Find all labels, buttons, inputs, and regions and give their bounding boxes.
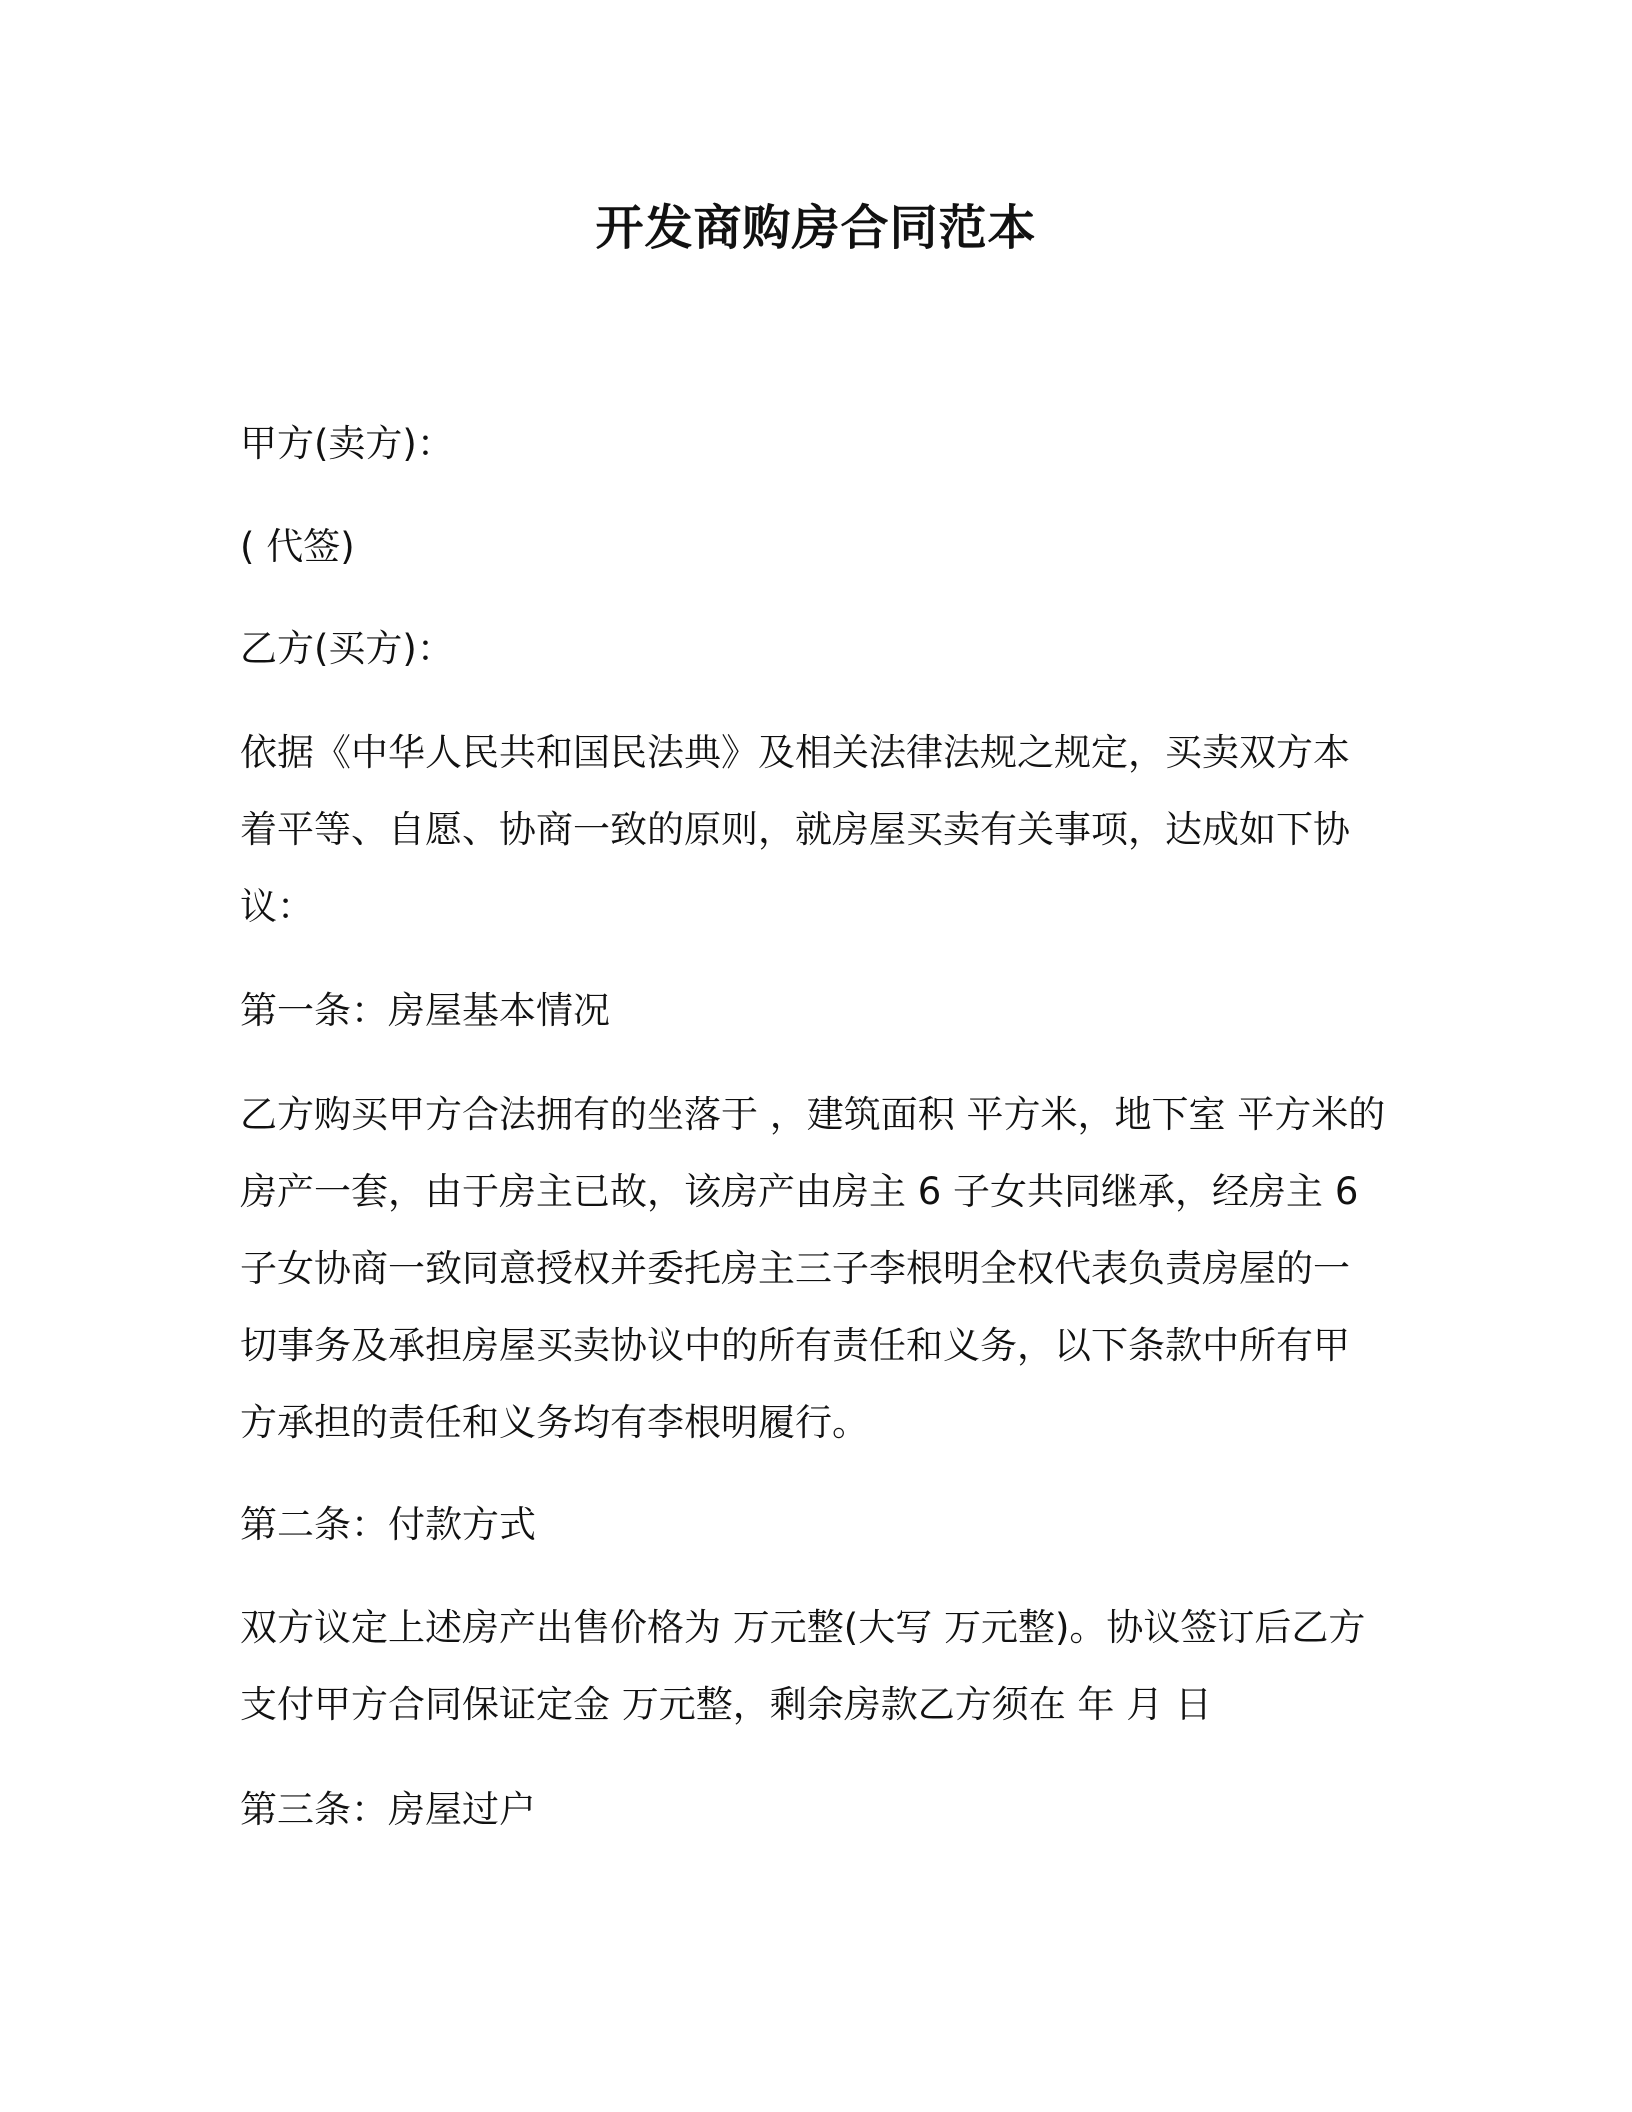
- paragraph-line: 乙方购买甲方合法拥有的坐落于 ，建筑面积 平方米，地下室 平方米的: [240, 1093, 1386, 1136]
- paragraph-line: 房产一套，由于房主已故，该房产由房主 6 子女共同继承，经房主 6: [240, 1170, 1359, 1213]
- article-heading-text: 第三条：房屋过户: [240, 1788, 536, 1831]
- preamble-paragraph: [240, 714, 1390, 945]
- paragraph-line: 方承担的责任和义务均有李根明履行。: [240, 1401, 869, 1444]
- paragraph-line: 子女协商一致同意授权并委托房主三子李根明全权代表负责房屋的一: [240, 1247, 1350, 1290]
- party-a-line: [240, 405, 1390, 482]
- proxy-line: [240, 508, 1390, 585]
- paragraph-line: 双方议定上述房产出售价格为 万元整(大写 万元整)。协议签订后乙方: [240, 1606, 1366, 1649]
- article3-heading: [240, 1771, 1390, 1848]
- article2-heading: [240, 1486, 1390, 1563]
- document-title: 开发商购房合同范本: [595, 200, 1037, 256]
- article2-paragraph: [240, 1589, 1390, 1743]
- article1-paragraph: [240, 1076, 1390, 1461]
- paragraph-line: 切事务及承担房屋买卖协议中的所有责任和义务，以下条款中所有甲: [240, 1324, 1350, 1367]
- paragraph-line: 议：: [240, 885, 314, 928]
- proxy-label: ( 代签): [240, 525, 355, 568]
- paragraph-line: 依据《中华人民共和国民法典》及相关法律法规之规定，买卖双方本: [240, 731, 1350, 774]
- paragraph-line: 着平等、自愿、协商一致的原则，就房屋买卖有关事项，达成如下协: [240, 808, 1350, 851]
- article-heading-text: 第二条：付款方式: [240, 1503, 536, 1546]
- party-b-line: [240, 610, 1390, 687]
- paragraph-line: 支付甲方合同保证定金 万元整，剩余房款乙方须在 年 月 日: [240, 1683, 1213, 1726]
- article-heading-text: 第一条：房屋基本情况: [240, 989, 610, 1032]
- party-a-label: 甲方(卖方)：: [240, 422, 454, 465]
- party-b-label: 乙方(买方)：: [240, 627, 454, 670]
- article1-heading: [240, 972, 1390, 1049]
